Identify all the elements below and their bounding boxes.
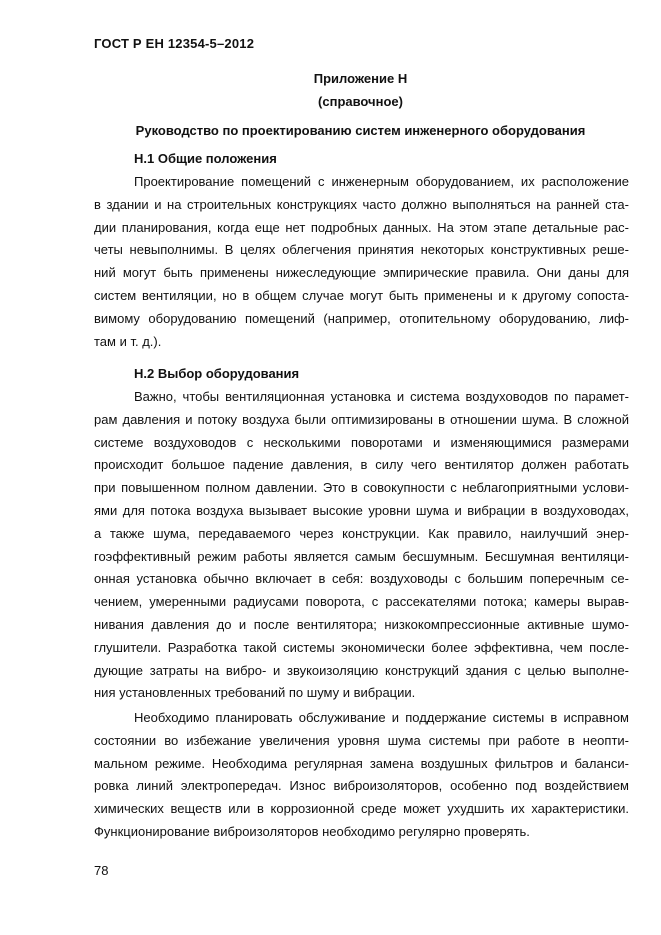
text-line: химических веществ или в коррозионной среде может ухудшить их характеристики. — [94, 801, 629, 817]
section-1-text — [94, 171, 629, 353]
text-line: ния установленных требований по шуму и вибрации. — [94, 685, 416, 701]
text-line: нивания давления до и после вентилятора; низкокомпрессионные активные шумо- — [94, 616, 629, 632]
text-line: онная установка обычно включает в себя: воздуховоды с большим поперечным се- — [94, 571, 629, 587]
text-line: при повышенном полном давлении. Это в совокупности с неблагоприятными услови- — [94, 480, 629, 496]
section-1-title: Н.1 Общие положения — [134, 151, 277, 166]
standard-header: ГОСТ Р ЕН 12354-5–2012 — [94, 36, 255, 51]
section-2-paragraph-2 — [94, 707, 629, 844]
text-line: ний могут быть применены нижеследующие эмпирические правила. Они даны для — [94, 265, 629, 281]
page-number: 78 — [94, 863, 109, 878]
text-line: дии планирования, когда еще нет подробных данных. На этом этапе детальные рас- — [94, 219, 629, 235]
text-line: ями для потока воздуха вызывает высокие уровни шума и вибрации в воздуховодах, — [94, 502, 629, 518]
section-2-paragraph-1 — [94, 386, 629, 705]
text-line: Важно, чтобы вентиляционная установка и система воздуховодов по парамет- — [134, 389, 629, 404]
text-line: дующие затраты на вибро- и звукоизоляцию конструкций здания с целью выполне- — [94, 662, 629, 678]
text-line: мальном режиме. Необходима регулярная замена воздушных фильтров и баланси- — [94, 755, 629, 771]
appendix-heading: Руководство по проектированию систем инженерного оборудования — [135, 123, 586, 138]
appendix-title: Приложение Н — [313, 71, 408, 86]
appendix-subtitle: (справочное) — [318, 94, 403, 109]
text-line: чением, умеренными радиусами поворота, с рассекателями потока; камеры вырав- — [94, 594, 629, 610]
section-2-title: Н.2 Выбор оборудования — [134, 366, 300, 381]
text-line: там и т. д.). — [94, 333, 162, 349]
text-line: ровка линий электропередач. Износ виброизоляторов, особенно под воздействием — [94, 778, 629, 794]
text-line: в здании и на строительных конструкциях часто должно выполняться на ранней ста- — [94, 196, 629, 212]
text-line: гоэффективный режим работы является самым бесшумным. Бесшумная вентиляци- — [94, 548, 629, 564]
text-line: происходит большое падение давления, в силу чего вентилятор должен работать — [94, 457, 629, 473]
text-line: рам давления и потоку воздуха были оптимизированы в отношении шума. В сложной — [94, 411, 629, 427]
text-line: четы невыполнимы. В целях облегчения принятия некоторых конструктивных реше- — [94, 242, 629, 258]
text-line: Проектирование помещений с инженерным оборудованием, их расположение — [134, 174, 629, 189]
text-line: Функционирование виброизоляторов необходимо регулярно проверять. — [94, 823, 530, 839]
text-line: глушители. Разработка такой системы экономически более эффективна, чем после- — [94, 639, 629, 655]
text-line: Необходимо планировать обслуживание и поддержание системы в исправном — [134, 710, 629, 725]
text-line: систем вентиляции, но в общем случае могут быть применены и к другому сопоста- — [94, 287, 629, 303]
text-line: состоянии во избежание увеличения уровня шума системы при работе в неопти- — [94, 732, 629, 748]
text-line: а также шума, передаваемого через конструкции. Как правило, наилучший энер- — [94, 525, 629, 541]
text-line: системе воздуховодов с несколькими поворотами и изменяющимися размерами — [94, 434, 629, 450]
text-line: вимому оборудованию помещений (например, отопительному оборудованию, лиф- — [94, 310, 629, 326]
